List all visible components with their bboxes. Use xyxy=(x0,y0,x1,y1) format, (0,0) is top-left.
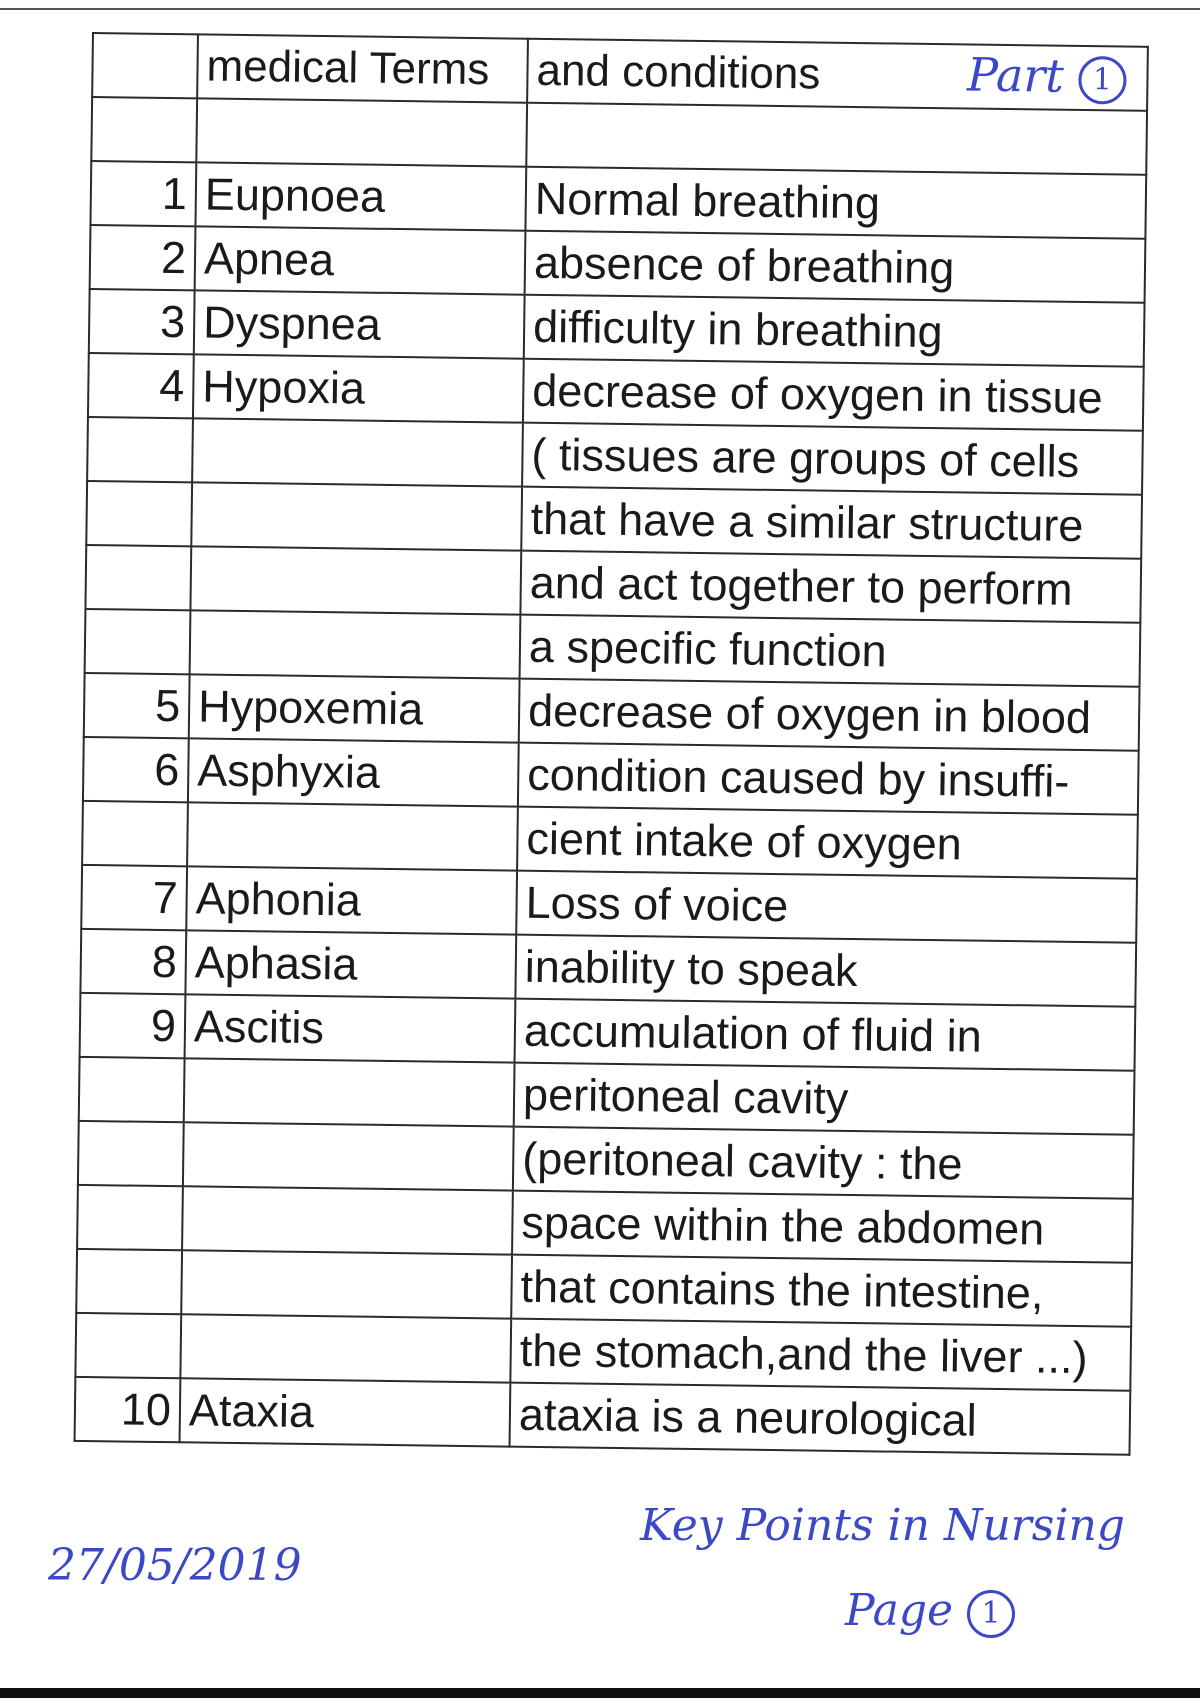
row-definition: condition caused by insuffi- xyxy=(518,743,1139,815)
row-definition: Loss of voice xyxy=(516,871,1137,943)
header-conditions-label: and conditions xyxy=(536,45,821,99)
row-term xyxy=(183,1122,514,1190)
row-term xyxy=(180,1314,511,1382)
row-number xyxy=(76,1249,182,1314)
row-number xyxy=(85,545,191,610)
row-term xyxy=(192,418,523,486)
row-definition: that contains the intestine, xyxy=(511,1255,1132,1327)
row-definition: absence of breathing xyxy=(525,231,1146,303)
row-definition: decrease of oxygen in tissue xyxy=(523,359,1144,431)
header-number-cell xyxy=(92,33,198,98)
row-definition: that have a similar structure xyxy=(521,487,1142,559)
row-term: Ataxia xyxy=(180,1378,511,1446)
row-definition: (peritoneal cavity : the xyxy=(513,1127,1134,1199)
row-term: Asphyxia xyxy=(188,738,519,806)
header-conditions xyxy=(527,39,1148,111)
row-number: 7 xyxy=(81,865,187,930)
row-term: Hypoxemia xyxy=(189,674,520,742)
row-definition: ( tissues are groups of cells xyxy=(522,423,1143,495)
row-term xyxy=(184,1058,515,1126)
row-definition: difficulty in breathing xyxy=(524,295,1145,367)
row-definition: and act together to perform xyxy=(520,551,1141,623)
row-number xyxy=(87,417,193,482)
terms-body xyxy=(75,97,1148,1455)
footer-page-label: Page xyxy=(845,1585,954,1636)
row-term xyxy=(191,482,522,550)
row-number xyxy=(79,1057,185,1122)
row-definition: Normal breathing xyxy=(525,167,1146,239)
table-row xyxy=(75,1377,1131,1455)
row-definition: accumulation of fluid in xyxy=(515,999,1136,1071)
footer-page-number: 1 xyxy=(967,1590,1015,1638)
row-term xyxy=(181,1250,512,1318)
row-definition: the stomach,and the liver ...) xyxy=(510,1319,1131,1391)
row-term: Apnea xyxy=(195,226,526,294)
row-term xyxy=(182,1186,513,1254)
row-number xyxy=(86,481,192,546)
row-definition xyxy=(526,103,1147,175)
footer-page xyxy=(845,1585,1015,1638)
terms-table xyxy=(74,32,1149,1456)
top-rule xyxy=(0,8,1200,10)
row-number: 10 xyxy=(75,1377,181,1442)
row-definition: a specific function xyxy=(520,615,1141,687)
row-term: Hypoxia xyxy=(193,354,524,422)
row-number xyxy=(91,97,197,162)
row-number: 9 xyxy=(80,993,186,1058)
row-term: Ascitis xyxy=(185,994,516,1062)
part-number: 1 xyxy=(1078,56,1127,105)
row-number: 2 xyxy=(90,225,196,290)
row-number xyxy=(77,1185,183,1250)
row-definition: decrease of oxygen in blood xyxy=(519,679,1140,751)
row-definition: cient intake of oxygen xyxy=(517,807,1138,879)
row-term xyxy=(190,546,521,614)
row-definition: ataxia is a neurological xyxy=(510,1383,1131,1455)
row-number xyxy=(78,1121,184,1186)
row-number: 6 xyxy=(83,737,189,802)
terms-sheet xyxy=(74,32,1147,1456)
row-number: 8 xyxy=(80,929,186,994)
part-label: Part xyxy=(966,47,1065,103)
row-term: Dyspnea xyxy=(194,290,525,358)
header-terms: medical Terms xyxy=(197,34,528,102)
row-number: 3 xyxy=(89,289,195,354)
row-term: Aphonia xyxy=(186,866,517,934)
handwritten-date: 27/05/2019 xyxy=(48,1540,302,1591)
row-number: 1 xyxy=(90,161,196,226)
row-term xyxy=(190,610,521,678)
row-definition: inability to speak xyxy=(515,935,1136,1007)
row-number xyxy=(85,609,191,674)
row-definition: peritoneal cavity xyxy=(514,1063,1135,1135)
row-term: Aphasia xyxy=(185,930,516,998)
row-term xyxy=(187,802,518,870)
row-number: 4 xyxy=(88,353,194,418)
footer-title: Key Points in Nursing xyxy=(640,1500,1125,1551)
part-annotation xyxy=(967,47,1127,104)
row-definition: space within the abdomen xyxy=(512,1191,1133,1263)
row-term xyxy=(196,98,527,166)
bottom-bar xyxy=(0,1688,1200,1698)
row-number xyxy=(82,801,188,866)
row-number: 5 xyxy=(84,673,190,738)
row-number xyxy=(75,1313,181,1378)
row-term: Eupnoea xyxy=(195,162,526,230)
